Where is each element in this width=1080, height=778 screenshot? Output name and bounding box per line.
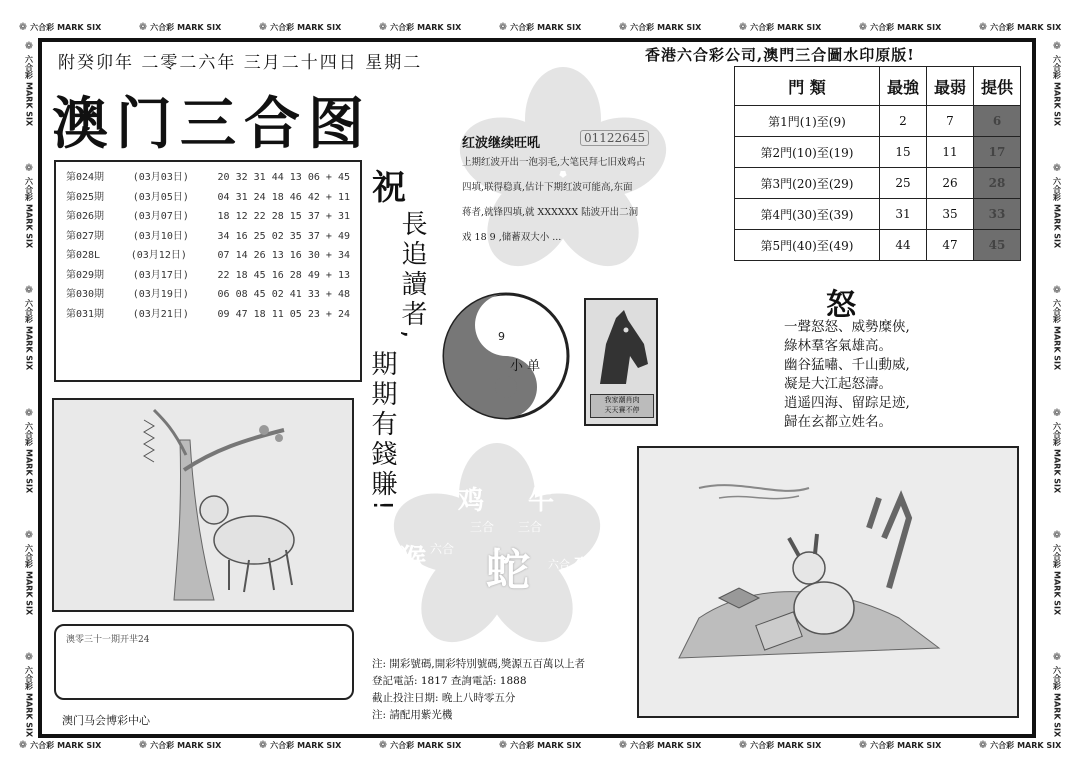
flower-icon: ❁ [378, 739, 388, 751]
rabbit-fish-illustration [639, 448, 1017, 716]
flower-icon: ❁ [138, 21, 148, 33]
tip-line: 四填,联得稳真,估计下期红波可能高,东面 [462, 182, 633, 193]
yin-yang-num-2: 9 [498, 330, 505, 343]
watermark-ox: 牛 [528, 486, 555, 516]
poem-line: 幽谷猛嘯、千山動威, [784, 357, 910, 373]
draw-date: (03月10日) [132, 230, 189, 242]
border-logo-text: 六合彩 [1052, 421, 1062, 446]
flower-icon: ❁ [258, 21, 268, 33]
note-line: 登記電話: 1817 查詢電話: 1888 [372, 675, 527, 687]
draw-date: (03月12日) [130, 250, 187, 261]
flower-icon: ❁ [1051, 40, 1063, 52]
draw-issue: 第027期 [66, 230, 105, 242]
border-logo-unit [24, 408, 35, 493]
border-logo-unit [139, 740, 222, 751]
stats-strong: 15 [880, 137, 927, 168]
stats-give: 45 [974, 230, 1021, 261]
border-logo-text: 六合彩 [150, 740, 175, 750]
border-logo-unit [24, 41, 35, 126]
stats-give: 6 [974, 106, 1021, 137]
flower-icon: ❁ [978, 739, 988, 751]
note-line: 截止投注日期: 晚上八時零五分 [372, 692, 516, 704]
stats-row [735, 106, 1021, 137]
draw-row [66, 285, 350, 305]
border-brand-text: MARK SIX [24, 448, 34, 493]
draw-date: (03月03日) [132, 172, 189, 183]
flower-icon: ❁ [618, 21, 628, 33]
border-logo-unit [619, 740, 702, 751]
watermark-monkey: 猴 [400, 544, 427, 574]
border-logo-unit [1052, 530, 1063, 615]
stats-label: 第2門(10)至(19) [735, 137, 880, 168]
border-logo-unit [739, 22, 822, 33]
stats-label: 第3門(20)至(29) [735, 168, 880, 199]
border-logo-text: 六合彩 [24, 176, 34, 201]
border-logo-unit [24, 285, 35, 370]
center-name: 澳门马会博彩中心 [62, 714, 150, 727]
page-title: 澳门三合图 [52, 92, 372, 157]
stats-label: 第5門(40)至(49) [735, 230, 880, 261]
horse-head-icon [586, 304, 656, 394]
flower-icon: ❁ [498, 21, 508, 33]
border-logo-unit [499, 22, 582, 33]
stats-strong: 25 [880, 168, 927, 199]
border-logo-unit [1052, 652, 1063, 737]
stats-weak: 35 [927, 199, 974, 230]
company-banner: 香港六合彩公司,澳門三合圖水印原版! [645, 46, 915, 64]
border-logo-text: 六合彩 [24, 543, 34, 568]
border-logo-unit [24, 163, 35, 248]
draw-issue: 第025期 [66, 191, 105, 203]
top-border-strip [0, 16, 1080, 38]
border-logo-text: 六合彩 [270, 740, 295, 750]
border-logo-text: 六合彩 [510, 22, 535, 32]
draw-row [66, 207, 350, 227]
stats-row [735, 199, 1021, 230]
poem-text [784, 318, 954, 432]
border-logo-text: 六合彩 [1052, 666, 1062, 691]
border-logo-text: 六合彩 [1052, 54, 1062, 79]
flower-icon: ❁ [258, 739, 268, 751]
watermark-liuhe-1: 六合 [430, 542, 455, 556]
tip-line: 上期红波开出一泡羽毛,大笔民拜七旧戏鸡占 [462, 157, 646, 168]
border-logo-unit [259, 740, 342, 751]
border-logo-text: 六合彩 [390, 22, 415, 32]
flower-icon: ❁ [738, 21, 748, 33]
draw-row [66, 305, 350, 325]
stats-strong: 31 [880, 199, 927, 230]
border-brand-text: MARK SIX [417, 740, 462, 750]
border-logo-text: 六合彩 [750, 740, 775, 750]
flower-icon: ❁ [1051, 162, 1063, 174]
border-logo-unit [739, 740, 822, 751]
border-logo-text: 六合彩 [270, 22, 295, 32]
border-logo-text: 六合彩 [870, 22, 895, 32]
border-logo-text: 六合彩 [630, 22, 655, 32]
tip-line: 蒋者,就锋四填,就 XXXXXX 陆波开出二洞 [462, 207, 639, 218]
draw-row [66, 246, 350, 266]
flower-icon: ❁ [23, 652, 35, 664]
border-logo-unit [379, 740, 462, 751]
border-logo-text: 六合彩 [630, 740, 655, 750]
border-brand-text: MARK SIX [1017, 22, 1062, 32]
stats-label: 第4門(30)至(39) [735, 199, 880, 230]
border-logo-text: 六合彩 [1052, 299, 1062, 324]
border-brand-text: MARK SIX [537, 22, 582, 32]
flower-icon: ❁ [23, 40, 35, 52]
horse-caption: 我家潮肖肉 天天賽不停 [590, 394, 654, 418]
stats-weak: 7 [927, 106, 974, 137]
watermark-snake: 蛇 [486, 545, 530, 596]
poem-line: 逍遥四海、留踪足迹, [784, 395, 910, 411]
stats-give: 33 [974, 199, 1021, 230]
tip-text [462, 150, 687, 250]
draw-issue: 第026期 [66, 211, 105, 222]
poem-line: 歸在玄都立姓名。 [784, 414, 892, 430]
flower-icon: ❁ [23, 162, 35, 174]
footer-notes [372, 656, 585, 724]
border-brand-text: MARK SIX [897, 22, 942, 32]
stats-strong: 44 [880, 230, 927, 261]
yin-yang-label: 小 单 [510, 359, 541, 374]
border-brand-text: MARK SIX [1052, 81, 1062, 126]
border-logo-unit [379, 22, 462, 33]
border-logo-text: 六合彩 [990, 22, 1015, 32]
border-brand-text: MARK SIX [1017, 740, 1062, 750]
goat-tree-illustration [54, 400, 352, 610]
border-logo-text: 六合彩 [1052, 176, 1062, 201]
draw-issue: 第024期 [66, 172, 105, 183]
border-brand-text: MARK SIX [24, 693, 34, 738]
yin-yang-num-1: 3 [498, 300, 505, 313]
stats-header-give: 提供 [974, 67, 1021, 106]
border-brand-text: MARK SIX [24, 81, 34, 126]
flower-icon: ❁ [858, 739, 868, 751]
draw-issue: 第029期 [66, 269, 105, 281]
border-logo-text: 六合彩 [990, 740, 1015, 750]
border-brand-text: MARK SIX [777, 740, 822, 750]
border-logo-unit [259, 22, 342, 33]
border-brand-text: MARK SIX [657, 740, 702, 750]
border-brand-text: MARK SIX [897, 740, 942, 750]
draw-issue: 第028L [66, 250, 101, 261]
yin-yang-icon [440, 290, 572, 422]
poem-title: 怒 [826, 288, 856, 323]
watermark-sanhe-1: 三合 [470, 520, 495, 534]
border-logo-unit [1052, 408, 1063, 493]
draw-history-panel [54, 160, 362, 382]
stats-row [735, 230, 1021, 261]
draw-row [66, 266, 350, 286]
horse-image [584, 298, 658, 426]
stats-table [734, 66, 1021, 261]
draw-nums: 18 12 22 28 15 37 + 31 [217, 211, 350, 222]
stats-give: 28 [974, 168, 1021, 199]
border-brand-text: MARK SIX [777, 22, 822, 32]
poem-line: 凝是大江起怒濤。 [784, 376, 892, 392]
border-logo-unit [499, 740, 582, 751]
poem-line: 一聲怒怒、威勢糜俠, [784, 319, 910, 335]
draw-nums: 34 16 25 02 35 37 + 49 [217, 230, 350, 242]
draw-issue: 第031期 [66, 308, 105, 320]
border-brand-text: MARK SIX [1052, 570, 1062, 616]
flower-icon: ❁ [378, 21, 388, 33]
border-brand-text: MARK SIX [1052, 448, 1062, 493]
flower-icon: ❁ [1051, 407, 1063, 419]
border-logo-unit [859, 22, 942, 33]
border-logo-text: 六合彩 [870, 740, 895, 750]
border-logo-text: 六合彩 [30, 740, 55, 750]
stats-strong: 2 [880, 106, 927, 137]
note-line: 注: 請配用紫光機 [372, 709, 453, 721]
border-logo-unit [1052, 163, 1063, 248]
border-logo-text: 六合彩 [24, 421, 34, 446]
border-brand-text: MARK SIX [1052, 203, 1062, 249]
border-brand-text: MARK SIX [1052, 693, 1062, 738]
draw-date: (03月05日) [132, 191, 189, 203]
border-brand-text: MARK SIX [1052, 326, 1062, 371]
border-brand-text: MARK SIX [297, 740, 342, 750]
flower-icon: ❁ [1051, 652, 1063, 664]
draw-date: (03月21日) [132, 308, 189, 320]
stats-weak: 47 [927, 230, 974, 261]
flower-icon: ❁ [138, 739, 148, 751]
stats-give: 17 [974, 137, 1021, 168]
draw-date: (03月07日) [132, 211, 189, 222]
draw-row [66, 168, 350, 188]
border-logo-text: 六合彩 [24, 299, 34, 324]
stats-row [735, 168, 1021, 199]
stats-header-weak: 最弱 [927, 67, 974, 106]
draw-nums: 06 08 45 02 41 33 + 48 [217, 289, 350, 300]
draw-row [66, 188, 350, 208]
wish-big-char: 祝 [372, 168, 406, 208]
border-logo-unit [24, 530, 35, 615]
border-brand-text: MARK SIX [417, 22, 462, 32]
border-brand-text: MARK SIX [57, 740, 102, 750]
tip-line: 戏 18 9 ,储蓄双大小 ... [462, 232, 562, 243]
tip-code: 01122645 [580, 130, 649, 146]
watermark-liuhe-2: 六合 [548, 558, 570, 571]
border-logo-unit [619, 22, 702, 33]
border-logo-text: 六合彩 [1052, 543, 1062, 568]
border-brand-text: MARK SIX [24, 326, 34, 371]
draw-issue: 第030期 [66, 289, 105, 300]
border-logo-text: 六合彩 [750, 22, 775, 32]
border-logo-unit [859, 740, 942, 751]
flower-icon: ❁ [858, 21, 868, 33]
draw-date: (03月19日) [132, 289, 189, 300]
tip-title: 红波继续旺吼 [462, 136, 541, 151]
border-logo-text: 六合彩 [30, 22, 55, 32]
border-brand-text: MARK SIX [177, 22, 222, 32]
right-border-strip [1042, 22, 1072, 756]
wish-column [368, 160, 432, 520]
flower-icon: ❁ [23, 407, 35, 419]
stats-label: 第1門(1)至(9) [735, 106, 880, 137]
flower-icon: ❁ [978, 21, 988, 33]
stats-weak: 26 [927, 168, 974, 199]
flower-icon: ❁ [738, 739, 748, 751]
watermark-rooster: 鸡 [458, 486, 485, 516]
poem-line: 綠林羣客氣雄高。 [784, 338, 892, 354]
flower-icon: ❁ [23, 285, 35, 297]
draw-nums: 07 14 26 13 16 30 + 34 [217, 250, 350, 261]
border-brand-text: MARK SIX [297, 22, 342, 32]
riddle-picture-rabbit [637, 446, 1019, 718]
draw-nums: 04 31 24 18 46 42 + 11 [217, 191, 350, 203]
date-line: 附癸卯年 二零二六年 三月二十四日 星期二 [58, 53, 423, 73]
border-logo-unit [1052, 285, 1063, 370]
border-brand-text: MARK SIX [537, 740, 582, 750]
border-brand-text: MARK SIX [24, 570, 34, 616]
border-logo-text: 六合彩 [390, 740, 415, 750]
wish-line-1: 長追讀者, [397, 210, 427, 343]
draw-date: (03月17日) [132, 269, 189, 281]
flower-icon: ❁ [18, 21, 28, 33]
wish-line-2: 期期有錢賺! [367, 350, 397, 515]
border-logo-unit [24, 652, 35, 737]
stats-weak: 11 [927, 137, 974, 168]
draw-row [66, 227, 350, 247]
border-logo-unit [1052, 41, 1063, 126]
border-logo-text: 六合彩 [510, 740, 535, 750]
border-logo-text: 六合彩 [150, 22, 175, 32]
flower-icon: ❁ [1051, 529, 1063, 541]
stats-header-category: 門 類 [735, 67, 880, 106]
flower-icon: ❁ [618, 739, 628, 751]
flower-icon: ❁ [1051, 285, 1063, 297]
border-brand-text: MARK SIX [177, 740, 222, 750]
stats-row [735, 137, 1021, 168]
flower-icon: ❁ [498, 739, 508, 751]
draw-nums: 09 47 18 11 05 23 + 24 [217, 308, 350, 320]
flower-icon: ❁ [23, 529, 35, 541]
watermark-pig: 豬 [574, 554, 594, 578]
flower-icon: ❁ [18, 739, 28, 751]
draw-nums: 20 32 31 44 13 06 + 45 [217, 172, 350, 183]
border-brand-text: MARK SIX [57, 22, 102, 32]
riddle-picture-goat [52, 398, 354, 612]
stats-header-strong: 最強 [880, 67, 927, 106]
border-logo-text: 六合彩 [24, 666, 34, 691]
draw-nums: 22 18 45 16 28 49 + 13 [217, 269, 350, 281]
note-line: 注: 開彩號碼,開彩特別號碼,獎源五百萬以上者 [372, 658, 586, 670]
watermark-sanhe-2: 三合 [518, 520, 543, 534]
border-brand-text: MARK SIX [24, 203, 34, 249]
border-logo-unit [139, 22, 222, 33]
border-logo-text: 六合彩 [24, 54, 34, 79]
border-brand-text: MARK SIX [657, 22, 702, 32]
note-box: 澳零三十一期开芈24 [54, 624, 354, 700]
